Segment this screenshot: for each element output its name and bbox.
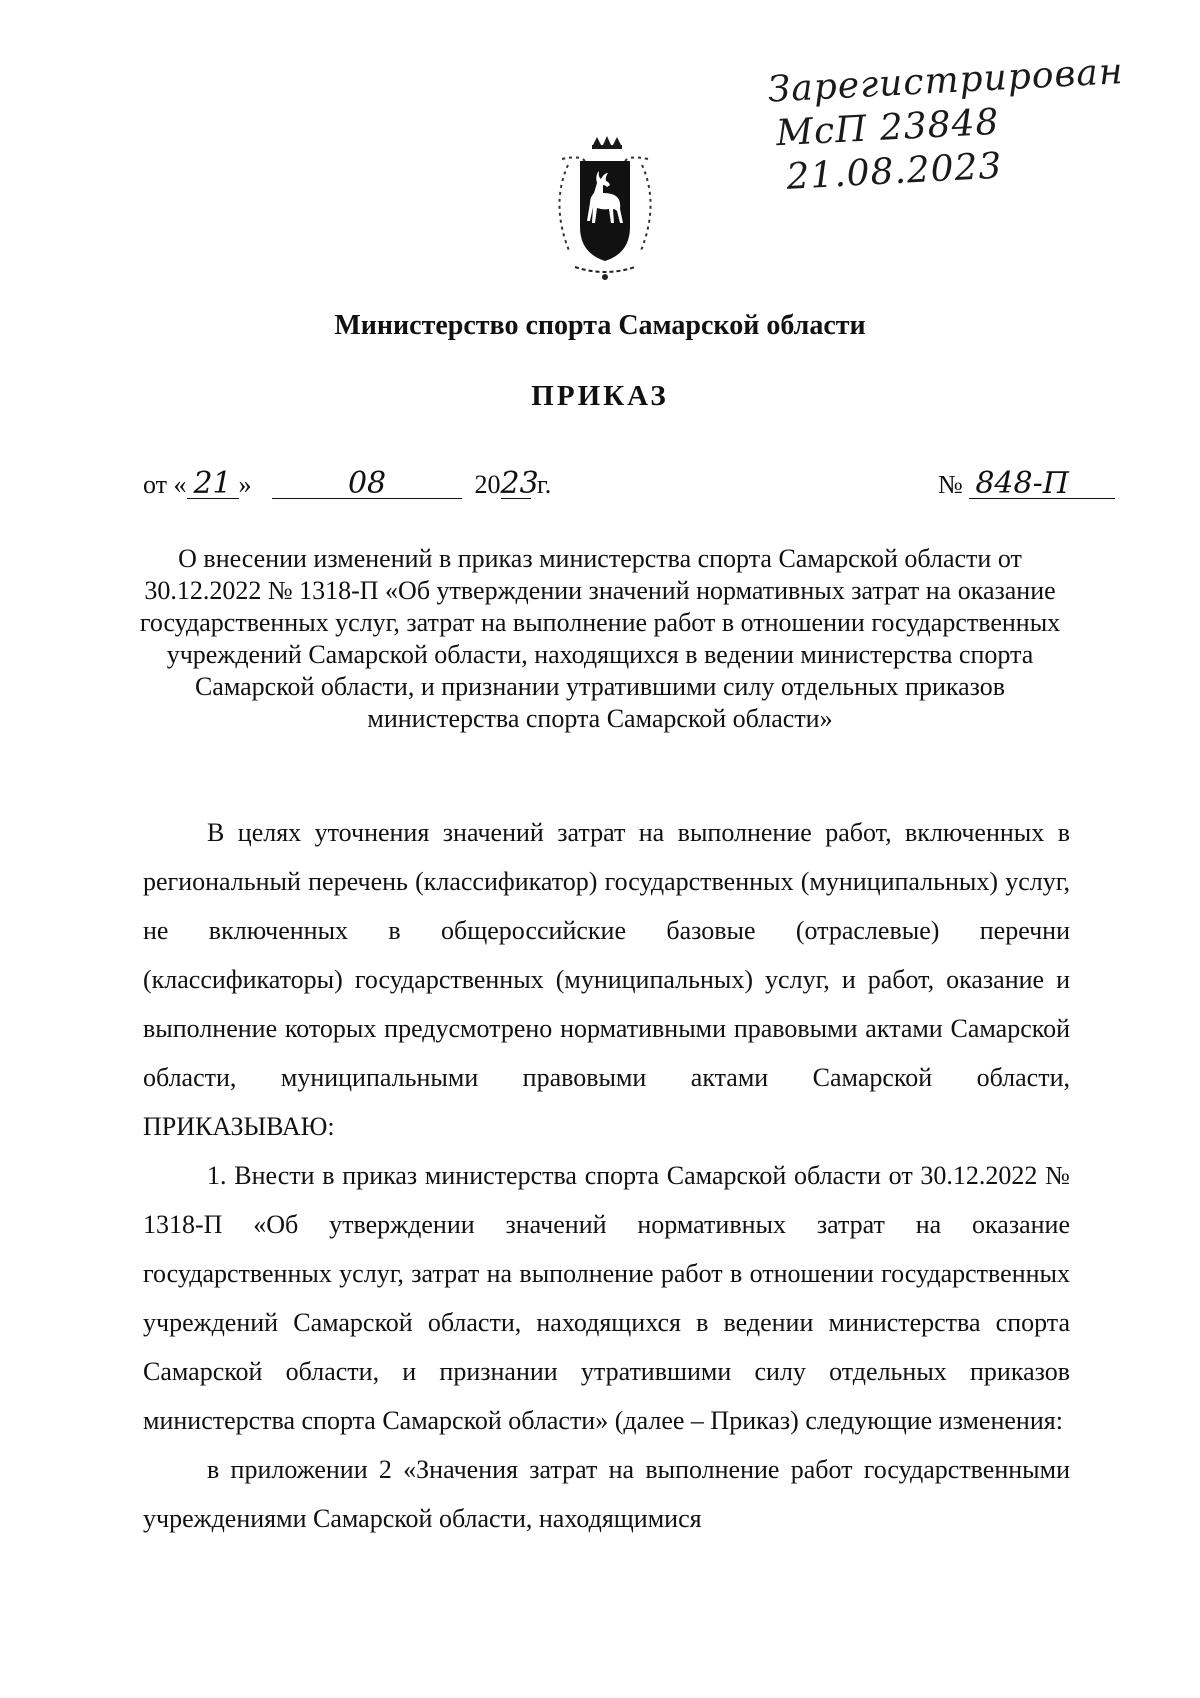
date-year-prefix: 20 xyxy=(474,470,501,499)
organization-title: Министерство спорта Самарской области xyxy=(334,310,866,341)
date-line xyxy=(143,466,552,501)
body-paragraph-2: 1. Внести в приказ министерства спорта Самарской области от 30.12.2022 № 1318-П «Об утверждении значений нормативных затрат на оказание государственных услуг, затрат на выполнение работ в отношении государственных учреждений Самарской области, находящихся в ведении министерства спорта Самарской области, и признании утратившими силу отдельных приказов министерства спорта Самарской области» (далее – Приказ) следующие изменения: xyxy=(143,1161,1070,1435)
registration-note-line3: 21.08.2023 xyxy=(785,145,1004,198)
body-paragraph-3: в приложении 2 «Значения затрат на выполнение работ государственными учреждениями Самарской области, находящимися xyxy=(143,1455,1070,1533)
document-body xyxy=(143,808,1070,1543)
date-day: 21 xyxy=(187,470,239,499)
number-prefix: № xyxy=(938,470,963,499)
date-quote-close: » xyxy=(238,470,252,499)
registration-note xyxy=(766,51,1125,200)
date-month: 08 xyxy=(272,470,462,499)
document-number xyxy=(938,466,1115,501)
number-value: 848-П xyxy=(969,470,1115,499)
date-prefix: от « xyxy=(143,470,187,499)
coat-of-arms-icon xyxy=(540,135,670,285)
document-type-heading: ПРИКАЗ xyxy=(531,380,669,412)
document-subject: О внесении изменений в приказ министерства спорта Самарской области от 30.12.2022 № 1318-П «Об утверждении значений нормативных затрат на оказание государственных услуг, затрат на выполнение работ в отношении государственных учреждений Самарской области, находящихся в ведении министерства спорта Самарской области, и признании утратившими силу отдельных приказов министерства спорта Самарской области» xyxy=(139,544,1061,733)
registration-note-line2: МсП 23848 xyxy=(775,101,1001,155)
registration-note-line1: Зарегистрирован xyxy=(766,51,1125,111)
date-year-suffix: 23 xyxy=(500,466,539,501)
body-paragraph-1: В целях уточнения значений затрат на выполнение работ, включенных в региональный перечень (классификатор) государственных (муниципальных) услуг, не включенных в общероссийские базовые (отраслевые) перечни (классификаторы) государственных (муниципальных) услуг, и работ, оказание и выполнение которых предусмотрено нормативными правовыми актами Самарской области, муниципальными правовыми актами Самарской области, ПРИКАЗЫВАЮ: xyxy=(143,818,1070,1141)
date-year-unit: г. xyxy=(537,470,552,499)
